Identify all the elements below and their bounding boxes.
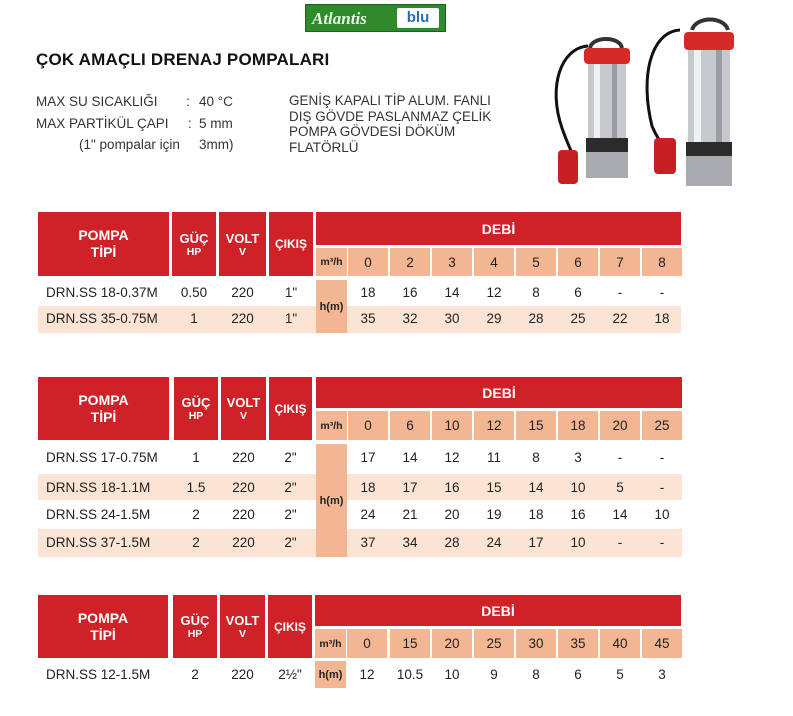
table3-header-volt xyxy=(220,595,265,658)
header-tipi-text: TİPİ xyxy=(90,626,116,643)
head-value: 17 xyxy=(360,450,376,465)
head-value: 32 xyxy=(402,311,418,326)
outlet-size: 2" xyxy=(284,480,297,495)
head-value: - xyxy=(617,285,623,300)
flow-value: 6 xyxy=(558,248,598,276)
head-value: 22 xyxy=(612,311,628,326)
spec-value-particle: 5 mm xyxy=(199,116,233,131)
head-value: 10 xyxy=(444,667,460,682)
table2-header-cikis: ÇIKIŞ xyxy=(269,377,312,440)
spec-sep: : xyxy=(188,116,192,131)
head-value: - xyxy=(659,285,665,300)
flow-value: 8 xyxy=(642,248,682,276)
voltage: 220 xyxy=(231,285,254,300)
header-pompa-text: POMPA xyxy=(77,609,129,626)
head-value: 16 xyxy=(570,507,586,522)
head-value: 3 xyxy=(658,667,666,682)
outlet-size: 2" xyxy=(284,535,297,550)
head-value: 35 xyxy=(360,311,376,326)
head-value: - xyxy=(617,450,623,465)
voltage: 220 xyxy=(232,450,255,465)
head-value: 30 xyxy=(444,311,460,326)
table1-header-debi: DEBİ xyxy=(316,212,681,245)
head-value: 28 xyxy=(528,311,544,326)
header-volt-text: VOLT xyxy=(225,230,260,246)
brand-name: Atlantis xyxy=(312,9,367,28)
flow-value: 20 xyxy=(600,411,640,440)
head-value: 8 xyxy=(532,450,540,465)
head-value: 3 xyxy=(574,450,582,465)
description-line: DIŞ GÖVDE PASLANMAZ ÇELİK xyxy=(289,108,492,124)
description-line: GENİŞ KAPALI TİP ALUM. FANLI xyxy=(289,93,491,108)
power-hp: 1.5 xyxy=(186,480,206,495)
power-hp: 1 xyxy=(190,311,198,326)
spec-sep: : xyxy=(186,94,190,109)
head-value: 25 xyxy=(570,311,586,326)
table1-header-volt xyxy=(219,212,266,276)
model-name: DRN.SS 24-1.5M xyxy=(46,507,151,522)
flow-value: 0 xyxy=(348,411,388,440)
outlet-size: 2½" xyxy=(278,667,302,682)
flow-value: 0 xyxy=(347,629,387,658)
flow-value: 35 xyxy=(558,629,598,658)
head-value: 12 xyxy=(359,667,375,682)
flow-value: 6 xyxy=(390,411,430,440)
header-guc-text: GÜÇ xyxy=(181,395,211,410)
head-value: 8 xyxy=(532,667,540,682)
flow-value: 25 xyxy=(642,411,682,440)
flow-value: 2 xyxy=(390,248,430,276)
head-value: 11 xyxy=(486,450,501,465)
head-value: 6 xyxy=(574,285,582,300)
head-value: 12 xyxy=(486,285,502,300)
flow-value: 15 xyxy=(390,629,430,658)
head-value: 24 xyxy=(360,507,376,522)
flow-value: 20 xyxy=(432,629,472,658)
head-value: 10 xyxy=(570,480,586,495)
description-line: FLATÖRLÜ xyxy=(289,139,359,155)
flow-value: 0 xyxy=(348,248,388,276)
outlet-size: 1" xyxy=(284,285,298,300)
table2-header-pompa xyxy=(38,377,169,440)
voltage: 220 xyxy=(232,480,255,495)
head-value: 29 xyxy=(486,311,502,326)
head-value: 6 xyxy=(574,667,582,682)
power-hp: 2 xyxy=(192,507,200,522)
model-name: DRN.SS 18-1.1M xyxy=(46,480,151,495)
model-name: DRN.SS 35-0.75M xyxy=(46,311,158,326)
table1-header-cikis: ÇIKIŞ xyxy=(269,212,313,276)
flow-value: 4 xyxy=(474,248,514,276)
product-description xyxy=(289,93,539,155)
header-volt-text: VOLT xyxy=(226,395,261,410)
pump-small-icon xyxy=(556,39,630,184)
head-value: 18 xyxy=(360,285,376,300)
header-guc-text: GÜÇ xyxy=(179,230,209,246)
head-value: 16 xyxy=(402,285,418,300)
head-value: 15 xyxy=(486,480,502,495)
outlet-size: 2" xyxy=(284,507,297,522)
head-value: 14 xyxy=(402,450,418,465)
table2-header-guc xyxy=(174,377,218,440)
flow-value: 30 xyxy=(516,629,556,658)
page-title: ÇOK AMAÇLI DRENAJ POMPALARI xyxy=(36,50,330,69)
flow-value: 5 xyxy=(516,248,556,276)
voltage: 220 xyxy=(232,507,255,522)
head-value: 14 xyxy=(444,285,460,300)
head-value: 18 xyxy=(654,311,670,326)
head-value: - xyxy=(659,535,665,550)
head-value: 21 xyxy=(402,507,418,522)
voltage: 220 xyxy=(232,535,255,550)
head-value: 37 xyxy=(360,535,376,550)
flow-value: 12 xyxy=(474,411,514,440)
head-value: 12 xyxy=(444,450,460,465)
table3-header-pompa xyxy=(38,595,168,658)
table3-unit-hm: h(m) xyxy=(315,661,346,688)
flow-value: 15 xyxy=(516,411,556,440)
description-line: POMPA GÖVDESİ DÖKÜM xyxy=(289,124,456,139)
spec-value-temp: 40 °C xyxy=(199,94,233,109)
outlet-size: 2" xyxy=(284,450,297,465)
power-hp: 0.50 xyxy=(180,285,208,300)
head-value: 17 xyxy=(402,480,418,495)
pump-large-icon xyxy=(647,20,734,187)
power-hp: 2 xyxy=(192,535,200,550)
head-value: - xyxy=(617,535,623,550)
head-value: 5 xyxy=(616,667,624,682)
model-name: DRN.SS 12-1.5M xyxy=(46,667,151,682)
header-volt-text: VOLT xyxy=(225,613,260,628)
head-value: 5 xyxy=(616,480,624,495)
head-value: 8 xyxy=(532,285,540,300)
spec-note-value: 3mm) xyxy=(199,137,234,152)
spec-label-temp: MAX SU SICAKLIĞI xyxy=(36,94,158,109)
table3-header-cikis: ÇIKIŞ xyxy=(268,595,312,658)
head-value: 16 xyxy=(444,480,460,495)
header-guc-text: GÜÇ xyxy=(180,613,210,628)
flow-value: 40 xyxy=(600,629,640,658)
spec-note-label: (1" pompalar için xyxy=(79,137,180,152)
head-value: 20 xyxy=(444,507,460,522)
table1-unit-m3h: m³/h xyxy=(316,248,347,276)
header-v-text: V xyxy=(239,410,247,422)
head-value: 18 xyxy=(360,480,376,495)
head-value: 24 xyxy=(486,535,502,550)
table2-unit-hm: h(m) xyxy=(316,444,347,557)
table1-header-guc xyxy=(172,212,216,276)
head-value: 10 xyxy=(654,507,670,522)
pump-images xyxy=(540,8,755,193)
flow-value: 10 xyxy=(432,411,472,440)
power-hp: 1 xyxy=(192,450,200,465)
table3-header-guc xyxy=(173,595,217,658)
table2-unit-m3h: m³/h xyxy=(316,411,347,440)
header-hp-text: HP xyxy=(186,245,202,258)
brand-logo xyxy=(305,4,446,32)
table1-header-pompa xyxy=(38,212,169,276)
brand-suffix: blu xyxy=(397,8,439,28)
header-v-text: V xyxy=(238,245,246,258)
head-value: 10.5 xyxy=(396,667,424,682)
flow-value: 18 xyxy=(558,411,598,440)
spec-label-particle: MAX PARTİKÜL ÇAPI xyxy=(36,116,169,131)
header-pompa-text: POMPA xyxy=(78,227,129,243)
flow-value: 25 xyxy=(474,629,514,658)
head-value: 14 xyxy=(612,507,628,522)
power-hp: 2 xyxy=(191,667,199,682)
table2-header-volt xyxy=(221,377,266,440)
head-value: 9 xyxy=(490,667,498,682)
head-value: 10 xyxy=(570,535,586,550)
header-pompa-text: POMPA xyxy=(78,391,129,408)
header-hp-text: HP xyxy=(187,628,203,640)
flow-value: 45 xyxy=(642,629,682,658)
outlet-size: 1" xyxy=(284,311,298,326)
header-tipi-text: TİPİ xyxy=(90,244,117,260)
voltage: 220 xyxy=(231,667,254,682)
model-name: DRN.SS 37-1.5M xyxy=(46,535,151,550)
header-v-text: V xyxy=(238,628,246,640)
table2-header-debi: DEBİ xyxy=(316,377,682,408)
flow-value: 7 xyxy=(600,248,640,276)
flow-value: 3 xyxy=(432,248,472,276)
head-value: - xyxy=(659,450,665,465)
head-value: 14 xyxy=(528,480,544,495)
header-tipi-text: TİPİ xyxy=(90,408,117,425)
head-value: 17 xyxy=(528,535,544,550)
head-value: 34 xyxy=(402,535,418,550)
head-value: - xyxy=(659,480,665,495)
header-hp-text: HP xyxy=(188,410,204,422)
head-value: 19 xyxy=(486,507,502,522)
table1-unit-hm: h(m) xyxy=(316,280,347,333)
model-name: DRN.SS 18-0.37M xyxy=(46,285,158,300)
head-value: 18 xyxy=(528,507,544,522)
voltage: 220 xyxy=(231,311,254,326)
model-name: DRN.SS 17-0.75M xyxy=(46,450,158,465)
table3-header-debi: DEBİ xyxy=(315,595,681,626)
table3-unit-m3h: m³/h xyxy=(315,629,346,658)
head-value: 28 xyxy=(444,535,460,550)
